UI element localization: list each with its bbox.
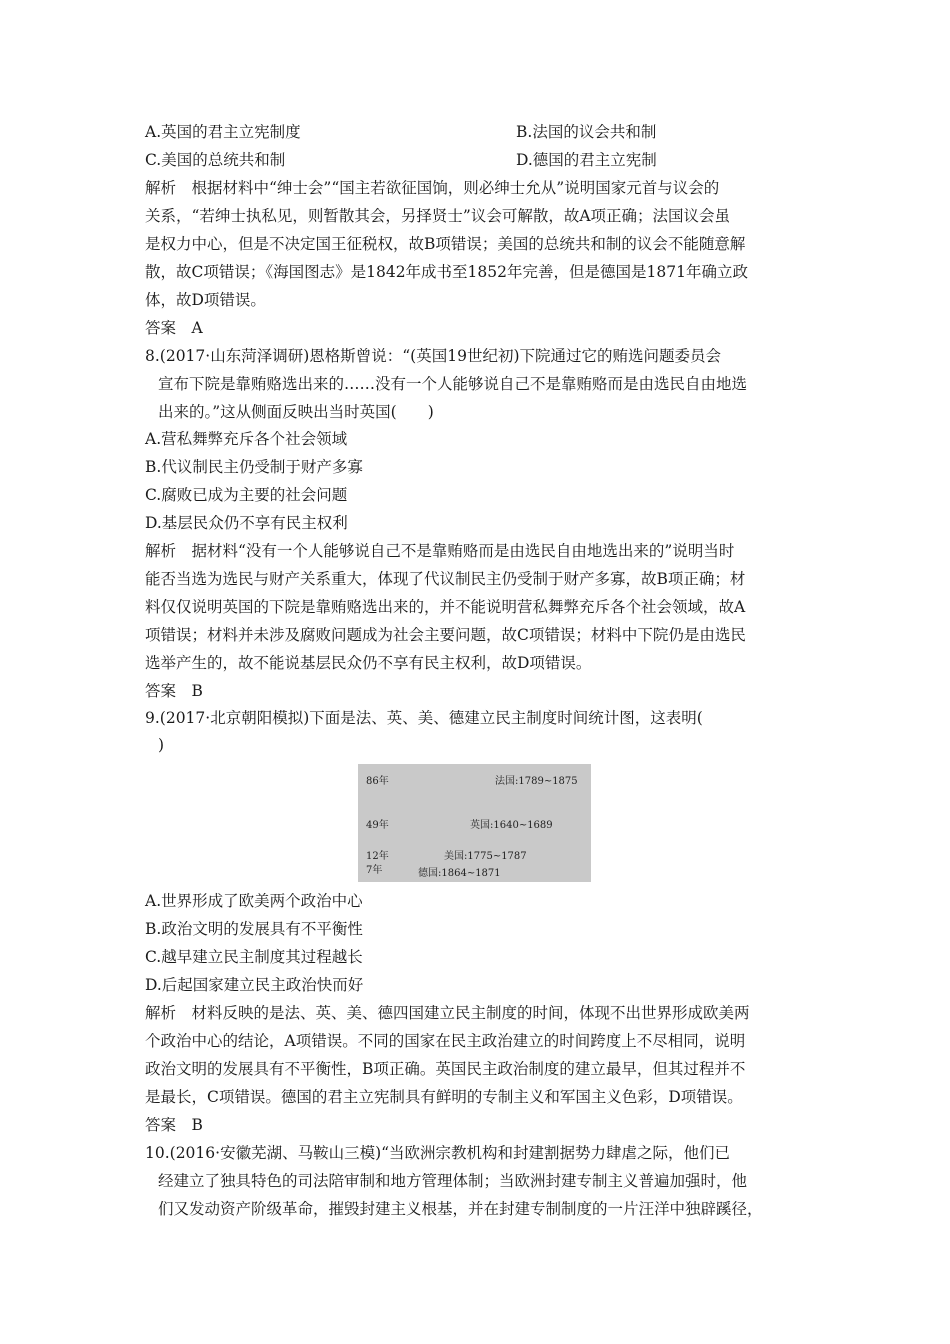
q7-option-a: A.英国的君主立宪制度 — [145, 123, 301, 141]
chart-row-label: 德国:1864~1871 — [418, 868, 501, 879]
q8-option-c: C.腐败已成为主要的社会问题 — [145, 486, 348, 504]
q8-option-a: A.营私舞弊充斥各个社会领域 — [145, 430, 348, 448]
q9-analysis-line: 是最长，C项错误。德国的君主立宪制具有鲜明的专制主义和军国主义色彩，D项错误。 — [145, 1088, 743, 1106]
q10-stem-line: 10.(2016·安徽芜湖、马鞍山三模)“当欧洲宗教机构和封建割据势力肆虐之际，他们已 — [145, 1144, 731, 1162]
q8-analysis-line: 解析 据材料“没有一个人能够说自己不是靠贿赂而是由选民自由地选出来的”说明当时 — [145, 542, 735, 560]
q10-stem-line: 经建立了独具特色的司法陪审制和地方管理体制；当欧洲封建专制主义普遍加强时，他 — [158, 1172, 748, 1190]
q9-analysis-line: 解析 材料反映的是法、英、美、德四国建立民主制度的时间，体现不出世界形成欧美两 — [145, 1004, 750, 1022]
q10-stem-line: 们又发动资产阶级革命，摧毁封建主义根基，并在封建专制制度的一片汪洋中独辟蹊径， — [158, 1200, 763, 1218]
q8-stem-line: 8.(2017·山东菏泽调研)恩格斯曾说：“(英国19世纪初)下院通过它的贿选问题委员会 — [145, 347, 721, 365]
q9-option-d: D.后起国家建立民主政治快而好 — [145, 976, 364, 994]
q8-option-d: D.基层民众仍不享有民主权利 — [145, 514, 348, 532]
q8-option-b: B.代议制民主仍受制于财产多寡 — [145, 458, 363, 476]
q7-analysis-line: 解析 根据材料中“绅士会”“国主若欲征国饷，则必绅士允从”说明国家元首与议会的 — [145, 179, 720, 197]
q8-analysis-line: 料仅仅说明英国的下院是靠贿赂选出来的，并不能说明营私舞弊充斥各个社会领域，故A — [145, 598, 746, 616]
democracy-timeline-figure — [358, 764, 591, 882]
q7-analysis-line: 散，故C项错误；《海国图志》是1842年成书至1852年完善，但是德国是1871年确立政 — [145, 263, 748, 281]
chart-row-years: 7年 — [366, 865, 383, 876]
q7-option-d: D.德国的君主立宪制 — [516, 151, 657, 169]
q9-option-c: C.越早建立民主制度其过程越长 — [145, 948, 363, 966]
q7-analysis-line: 体，故D项错误。 — [145, 291, 266, 309]
chart-row-years: 12年 — [366, 851, 389, 862]
q7-analysis-line: 关系，“若绅士执私见，则暂散其会，另择贤士”议会可解散，故A项正确；法国议会虽 — [145, 207, 731, 225]
q9-stem-line: 9.(2017·北京朝阳模拟)下面是法、英、美、德建立民主制度时间统计图，这表明( — [145, 709, 703, 727]
q9-option-b: B.政治文明的发展具有不平衡性 — [145, 920, 363, 938]
q7-option-b: B.法国的议会共和制 — [516, 123, 657, 141]
q9-option-a: A.世界形成了欧美两个政治中心 — [145, 892, 363, 910]
q9-stem-line: ) — [158, 736, 165, 754]
q7-analysis-line: 是权力中心，但是不决定国王征税权，故B项错误；美国的总统共和制的议会不能随意解 — [145, 235, 746, 253]
chart-row-label: 英国:1640~1689 — [470, 820, 553, 831]
chart-row-years: 86年 — [366, 776, 389, 787]
q8-analysis-line: 能否当选为选民与财产关系重大，体现了代议制民主仍受制于财产多寡，故B项正确；材 — [145, 570, 746, 588]
q7-answer: 答案 A — [145, 319, 203, 337]
chart-row-label: 美国:1775~1787 — [444, 851, 527, 862]
q8-analysis-line: 项错误；材料并未涉及腐败问题成为社会主要问题，故C项错误；材料中下院仍是由选民 — [145, 626, 746, 644]
q9-analysis-line: 政治文明的发展具有不平衡性，B项正确。英国民主政治制度的建立最早，但其过程并不 — [145, 1060, 746, 1078]
q9-answer: 答案 B — [145, 1116, 203, 1134]
q9-analysis-line: 个政治中心的结论，A项错误。不同的国家在民主政治建立的时间跨度上不尽相同，说明 — [145, 1032, 746, 1050]
q8-answer: 答案 B — [145, 682, 203, 700]
chart-row-label: 法国:1789~1875 — [495, 776, 578, 787]
q8-analysis-line: 选举产生的，故不能说基层民众仍不享有民主权利，故D项错误。 — [145, 654, 592, 672]
q8-stem-line: 宣布下院是靠贿赂选出来的……没有一个人能够说自己不是靠贿赂而是由选民自由地选 — [158, 375, 748, 393]
q7-option-c: C.美国的总统共和制 — [145, 151, 286, 169]
q8-stem-line: 出来的。”这从侧面反映出当时英国( ) — [158, 403, 434, 421]
chart-row-years: 49年 — [366, 820, 389, 831]
